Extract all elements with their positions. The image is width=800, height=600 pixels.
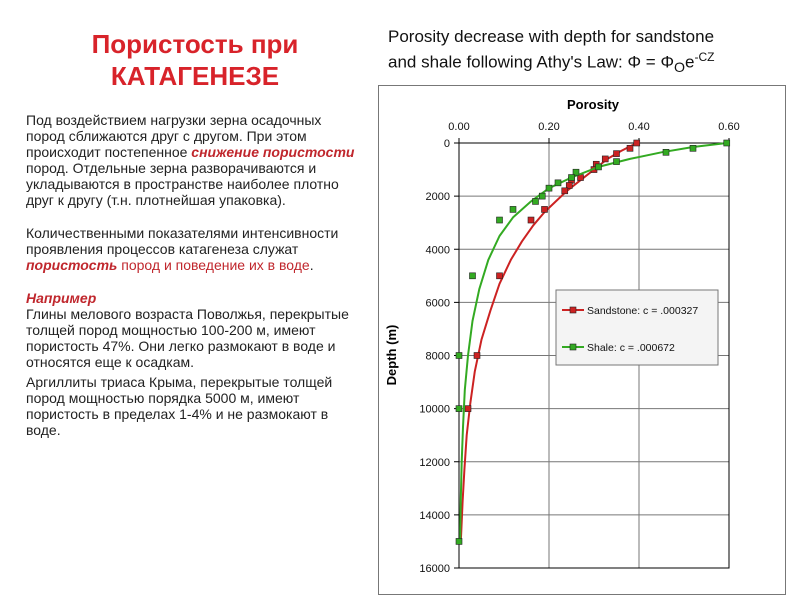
paragraph-text: Под воздействием нагрузки зерна осадочных пород сближаются друг с другом. При этом происходит постепенное [26, 112, 322, 160]
paragraph-text: Количественными показателями интенсивности проявления процессов катагенеза служат [26, 225, 339, 257]
legend-sandstone-label: Sandstone: c = .000327 [587, 305, 699, 317]
shale-marker [510, 206, 516, 212]
figure-title-subscript: O [674, 60, 686, 77]
shale-marker [546, 185, 552, 191]
figure-title-line2 [388, 47, 788, 79]
shale-marker [724, 140, 730, 146]
y-tick-label: 6000 [425, 297, 450, 310]
paragraph-example-volga: Глины мелового возраста Поволжья, перекрытые толщей пород мощностью 100-200 м, имеют пористость 47%. Они легко размокают в воде и относятся еще к осадкам. [26, 306, 349, 370]
legend-sandstone-marker [570, 307, 576, 313]
sandstone-marker [634, 140, 640, 146]
paragraph-text: . [309, 257, 314, 273]
x-tick-label: 0.00 [448, 121, 470, 133]
sandstone-marker [627, 145, 633, 151]
legend-shale-marker [570, 344, 576, 350]
y-tick-label: 4000 [425, 244, 450, 257]
figure-title-text: and shale following Athy's Law: Φ = Φ [388, 52, 675, 72]
sandstone-marker [614, 151, 620, 157]
y-tick-label: 14000 [419, 509, 450, 522]
shale-marker [596, 164, 602, 170]
slide-title-line2: КАТАГЕНЕЗЕ [110, 61, 280, 91]
shale-marker [497, 217, 503, 223]
emphasis-porosity: пористость [26, 257, 118, 273]
shale-marker [456, 353, 462, 359]
text-column [26, 112, 361, 438]
paragraph-text: пород. Отдельные зерна разворачиваются и укладываются в пространстве наиболее плотно друг к другу (т.н. плотнейшая упаковка). [26, 160, 339, 208]
paragraph-compaction [26, 112, 361, 208]
example-heading: Например [26, 290, 97, 306]
figure-title-superscript: -CZ [694, 50, 715, 64]
x-tick-label: 0.60 [718, 121, 740, 133]
shale-marker [690, 145, 696, 151]
paragraph-indicators [26, 225, 361, 273]
emphasis-porosity-decrease: снижение пористости [191, 144, 355, 160]
y-tick-label: 2000 [425, 191, 450, 204]
shale-marker [614, 159, 620, 165]
sandstone-marker [562, 188, 568, 194]
y-tick-label: 16000 [419, 563, 450, 575]
sandstone-marker [497, 273, 503, 279]
figure-title-line1: Porosity decrease with depth for sandstone [388, 27, 715, 46]
x-tick-label: 0.40 [628, 121, 650, 133]
legend-shale-label: Shale: c = .000672 [587, 342, 675, 354]
slide-title [30, 28, 360, 92]
sandstone-marker [542, 206, 548, 212]
shale-marker [539, 193, 545, 199]
shale-marker [456, 406, 462, 412]
y-tick-label: 12000 [419, 456, 450, 469]
figure-title [388, 26, 788, 79]
paragraph-example-crimea: Аргиллиты триаса Крыма, перекрытые толщей пород мощностью порядка 5000 м, имеют пористость в пределах 1-4% и не размокают в воде. [26, 374, 333, 438]
sandstone-marker [602, 156, 608, 162]
legend [556, 290, 718, 365]
y-tick-label: 0 [443, 138, 450, 150]
sandstone-marker [528, 217, 534, 223]
shale-marker [555, 180, 561, 186]
x-axis-label: Porosity [566, 97, 620, 112]
sandstone-marker [474, 353, 480, 359]
shale-marker [470, 273, 476, 279]
y-tick-label: 8000 [425, 350, 450, 363]
y-tick-label: 10000 [419, 403, 450, 416]
porosity-depth-chart [378, 85, 786, 595]
shale-marker [456, 538, 462, 544]
shale-marker [663, 149, 669, 155]
shale-marker [569, 175, 575, 181]
sandstone-marker [465, 406, 471, 412]
figure-title-exp-base: e [685, 52, 695, 72]
x-tick-label: 0.20 [538, 121, 560, 133]
emphasis-water-behaviour: пород и поведение их в воде [117, 257, 310, 273]
slide-title-line1: Пористость при [91, 29, 299, 59]
y-axis-label: Depth (m) [384, 324, 399, 386]
shale-marker [533, 198, 539, 204]
